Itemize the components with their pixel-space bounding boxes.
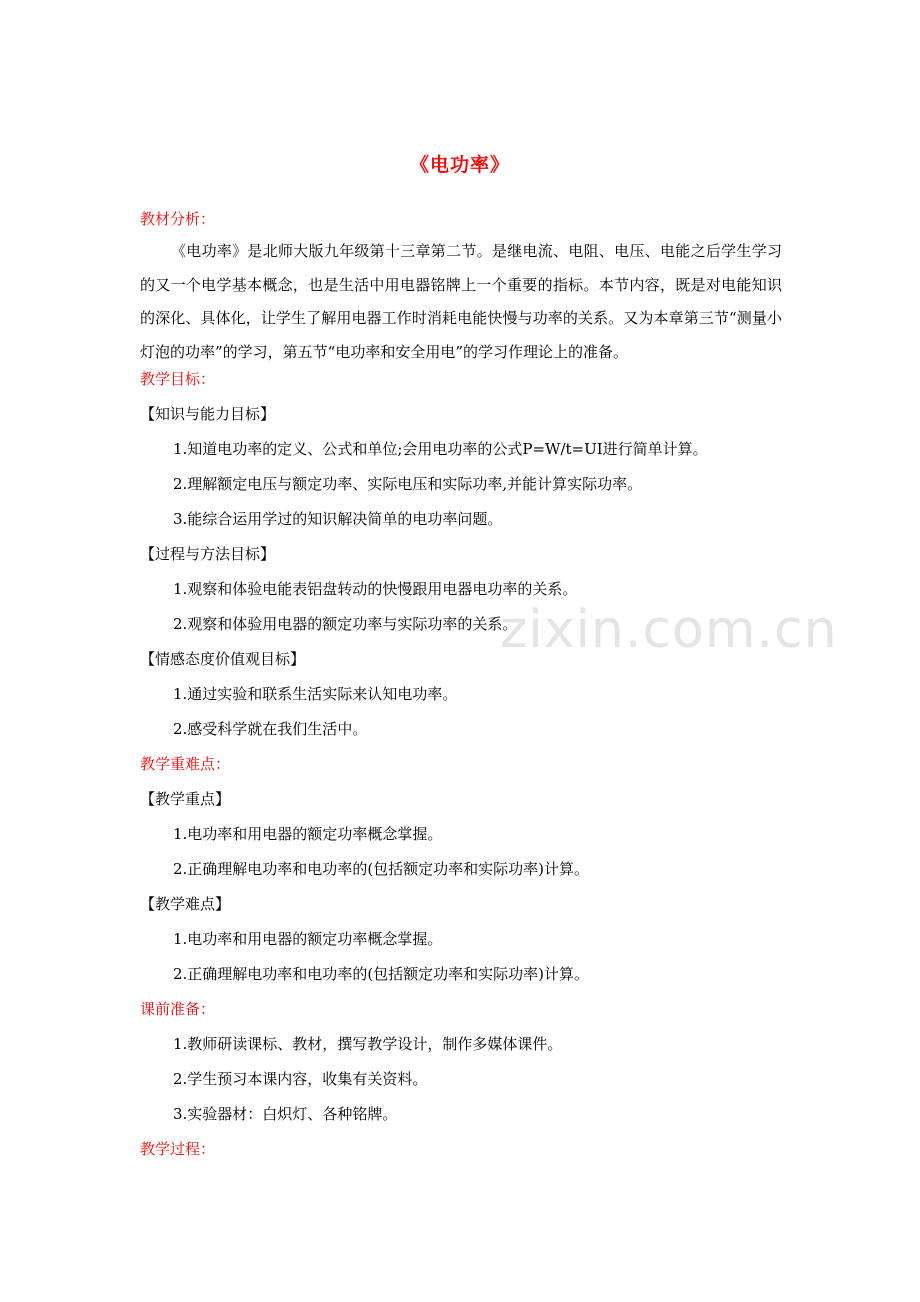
list-item: 1.电功率和用电器的额定功率概念掌握。 (173, 930, 443, 948)
list-item: 1.教师研读课标、教材，撰写教学设计，制作多媒体课件。 (173, 1035, 563, 1053)
heading-goals: 教学目标： (140, 370, 216, 388)
heading-preparation: 课前准备： (140, 1000, 216, 1018)
heading-analysis: 教材分析： (140, 210, 216, 228)
list-item: 2.理解额定电压与额定功率、实际电压和实际功率,并能计算实际功率。 (173, 475, 643, 493)
list-item: 2.学生预习本课内容，收集有关资料。 (173, 1070, 428, 1088)
list-item: 1.通过实验和联系生活实际来认知电功率。 (173, 685, 458, 703)
list-item: 1.电功率和用电器的额定功率概念掌握。 (173, 825, 443, 843)
list-item: 3.实验器材：白炽灯、各种铭牌。 (173, 1105, 398, 1123)
list-item: 2.感受科学就在我们生活中。 (173, 720, 368, 738)
label-knowledge-goals: 【知识与能力目标】 (140, 405, 276, 423)
heading-keypoints: 教学重难点： (140, 755, 231, 773)
list-item: 1.知道电功率的定义、公式和单位;会用电功率的公式P=W/t=UI进行简单计算。 (173, 440, 708, 458)
list-item: 2.观察和体验用电器的额定功率与实际功率的关系。 (173, 615, 518, 633)
analysis-paragraph: 《电功率》是北师大版九年级第十三章第二节。是继电流、电阻、电压、电能之后学生学习的又一个电学基本概念，也是生活中用电器铭牌上一个重要的指标。本节内容，既是对电能知识的深化、具体化，让学生了解用电器工作时消耗电能快慢与功率的关系。又为本章第三节“测量小灯泡的功率”的学习，第五节“电功率和安全用电”的学习作理论上的准备。 (140, 242, 782, 361)
list-item: 3.能综合运用学过的知识解决简单的电功率问题。 (173, 510, 503, 528)
list-item: 1.观察和体验电能表铝盘转动的快慢跟用电器电功率的关系。 (173, 580, 578, 598)
label-key-points: 【教学重点】 (140, 790, 231, 808)
heading-teaching-process: 教学过程： (140, 1140, 216, 1158)
document-title: 《电功率》 (409, 154, 510, 176)
list-item: 2.正确理解电功率和电功率的(包括额定功率和实际功率)计算。 (173, 965, 590, 983)
label-process-goals: 【过程与方法目标】 (140, 545, 276, 563)
list-item: 2.正确理解电功率和电功率的(包括额定功率和实际功率)计算。 (173, 860, 590, 878)
analysis-block (140, 235, 782, 369)
label-emotion-goals: 【情感态度价值观目标】 (140, 650, 306, 668)
label-difficult-points: 【教学难点】 (140, 895, 231, 913)
document-body (140, 207, 782, 1172)
watermark: zixin.com.cn (500, 600, 838, 660)
